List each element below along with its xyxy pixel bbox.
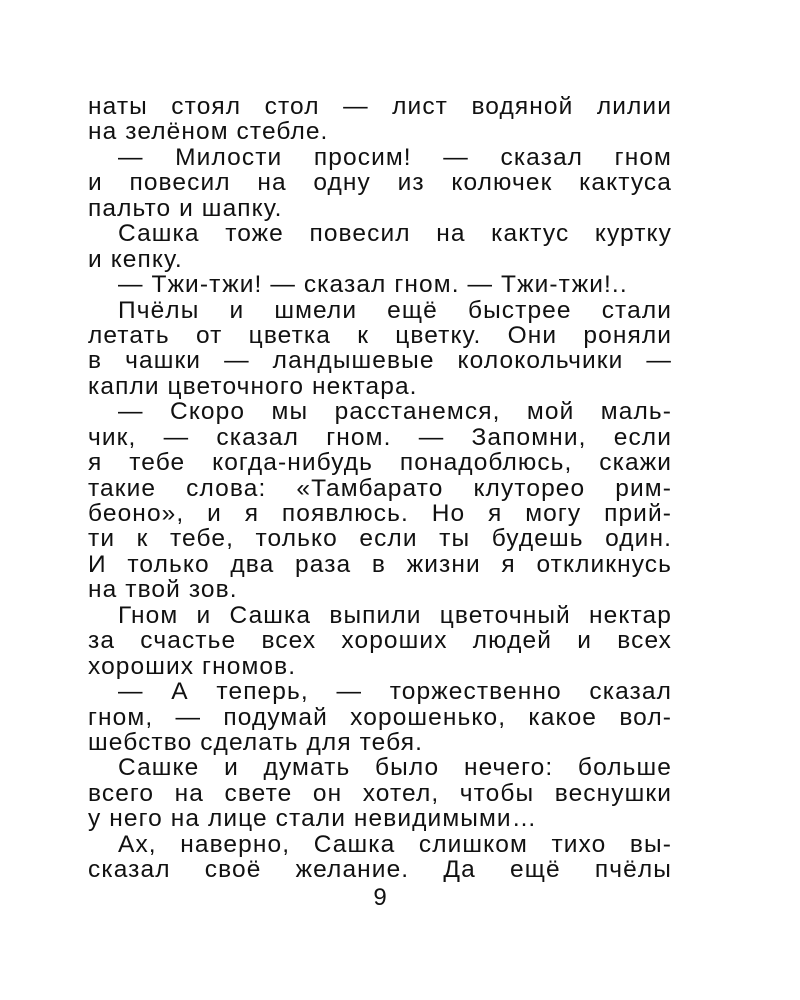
text-line: за счастье всех хороших людей и всех <box>88 627 672 655</box>
text-line: ти к тебе, только если ты будешь один. <box>88 525 672 553</box>
text-line: и повесил на одну из колючек кактуса <box>88 169 672 197</box>
page-number: 9 <box>373 884 387 911</box>
text-line: наты стоял стол — лист водяной лилии <box>88 93 672 120</box>
text-line: Ах, наверно, Сашка слишком тихо вы- <box>118 830 672 858</box>
text-line: сказал своё желание. Да ещё пчёлы <box>88 856 672 884</box>
text-line: пальто и шапку. <box>88 194 283 222</box>
text-line: такие слова: «Тамбарато клутореo рим- <box>88 474 672 502</box>
text-line: на зелёном стебле. <box>88 118 329 146</box>
text-line: капли цветочного нектара. <box>88 372 418 400</box>
text-line: Гном и Сашка выпили цветочный нектар <box>118 601 672 629</box>
text-line: на твой зов. <box>88 576 238 604</box>
text-line: Пчёлы и шмели ещё быстрее стали <box>118 296 672 324</box>
text-line: я тебе когда-нибудь понадоблюсь, скажи <box>88 449 672 477</box>
text-line: шебство сделать для тебя. <box>88 728 423 756</box>
text-line: Сашке и думать было нечего: больше <box>118 754 672 782</box>
text-line: всего на свете он хотел, чтобы веснушки <box>88 779 672 807</box>
text-line: — Милости просим! — сказал гном <box>118 143 672 171</box>
text-line: у него на лице стали невидимыми… <box>88 805 538 833</box>
text-line: беоно», и я появлюсь. Но я могу прий- <box>88 500 672 527</box>
text-line: и кепку. <box>88 245 183 273</box>
text-line: — А теперь, — торжественно сказал <box>118 678 672 706</box>
text-line: — Тжи-тжи! — сказал гном. — Тжи-тжи!.. <box>118 271 628 299</box>
text-line: летать от цветка к цветку. Они роняли <box>88 321 672 349</box>
text-line: И только два раза в жизни я откликнусь <box>88 550 672 578</box>
text-line: Сашка тоже повесил на кактус куртку <box>118 220 672 248</box>
text-line: хороших гномов. <box>88 652 297 680</box>
text-line: в чашки — ландышевые колокольчики — <box>88 347 672 375</box>
text-line: чик, — сказал гном. — Запомни, если <box>88 423 672 451</box>
body-text <box>88 94 672 883</box>
text-line: — Скоро мы расстанемся, мой маль- <box>118 398 672 426</box>
text-line: гном, — подумай хорошенько, какое вол- <box>88 703 672 731</box>
